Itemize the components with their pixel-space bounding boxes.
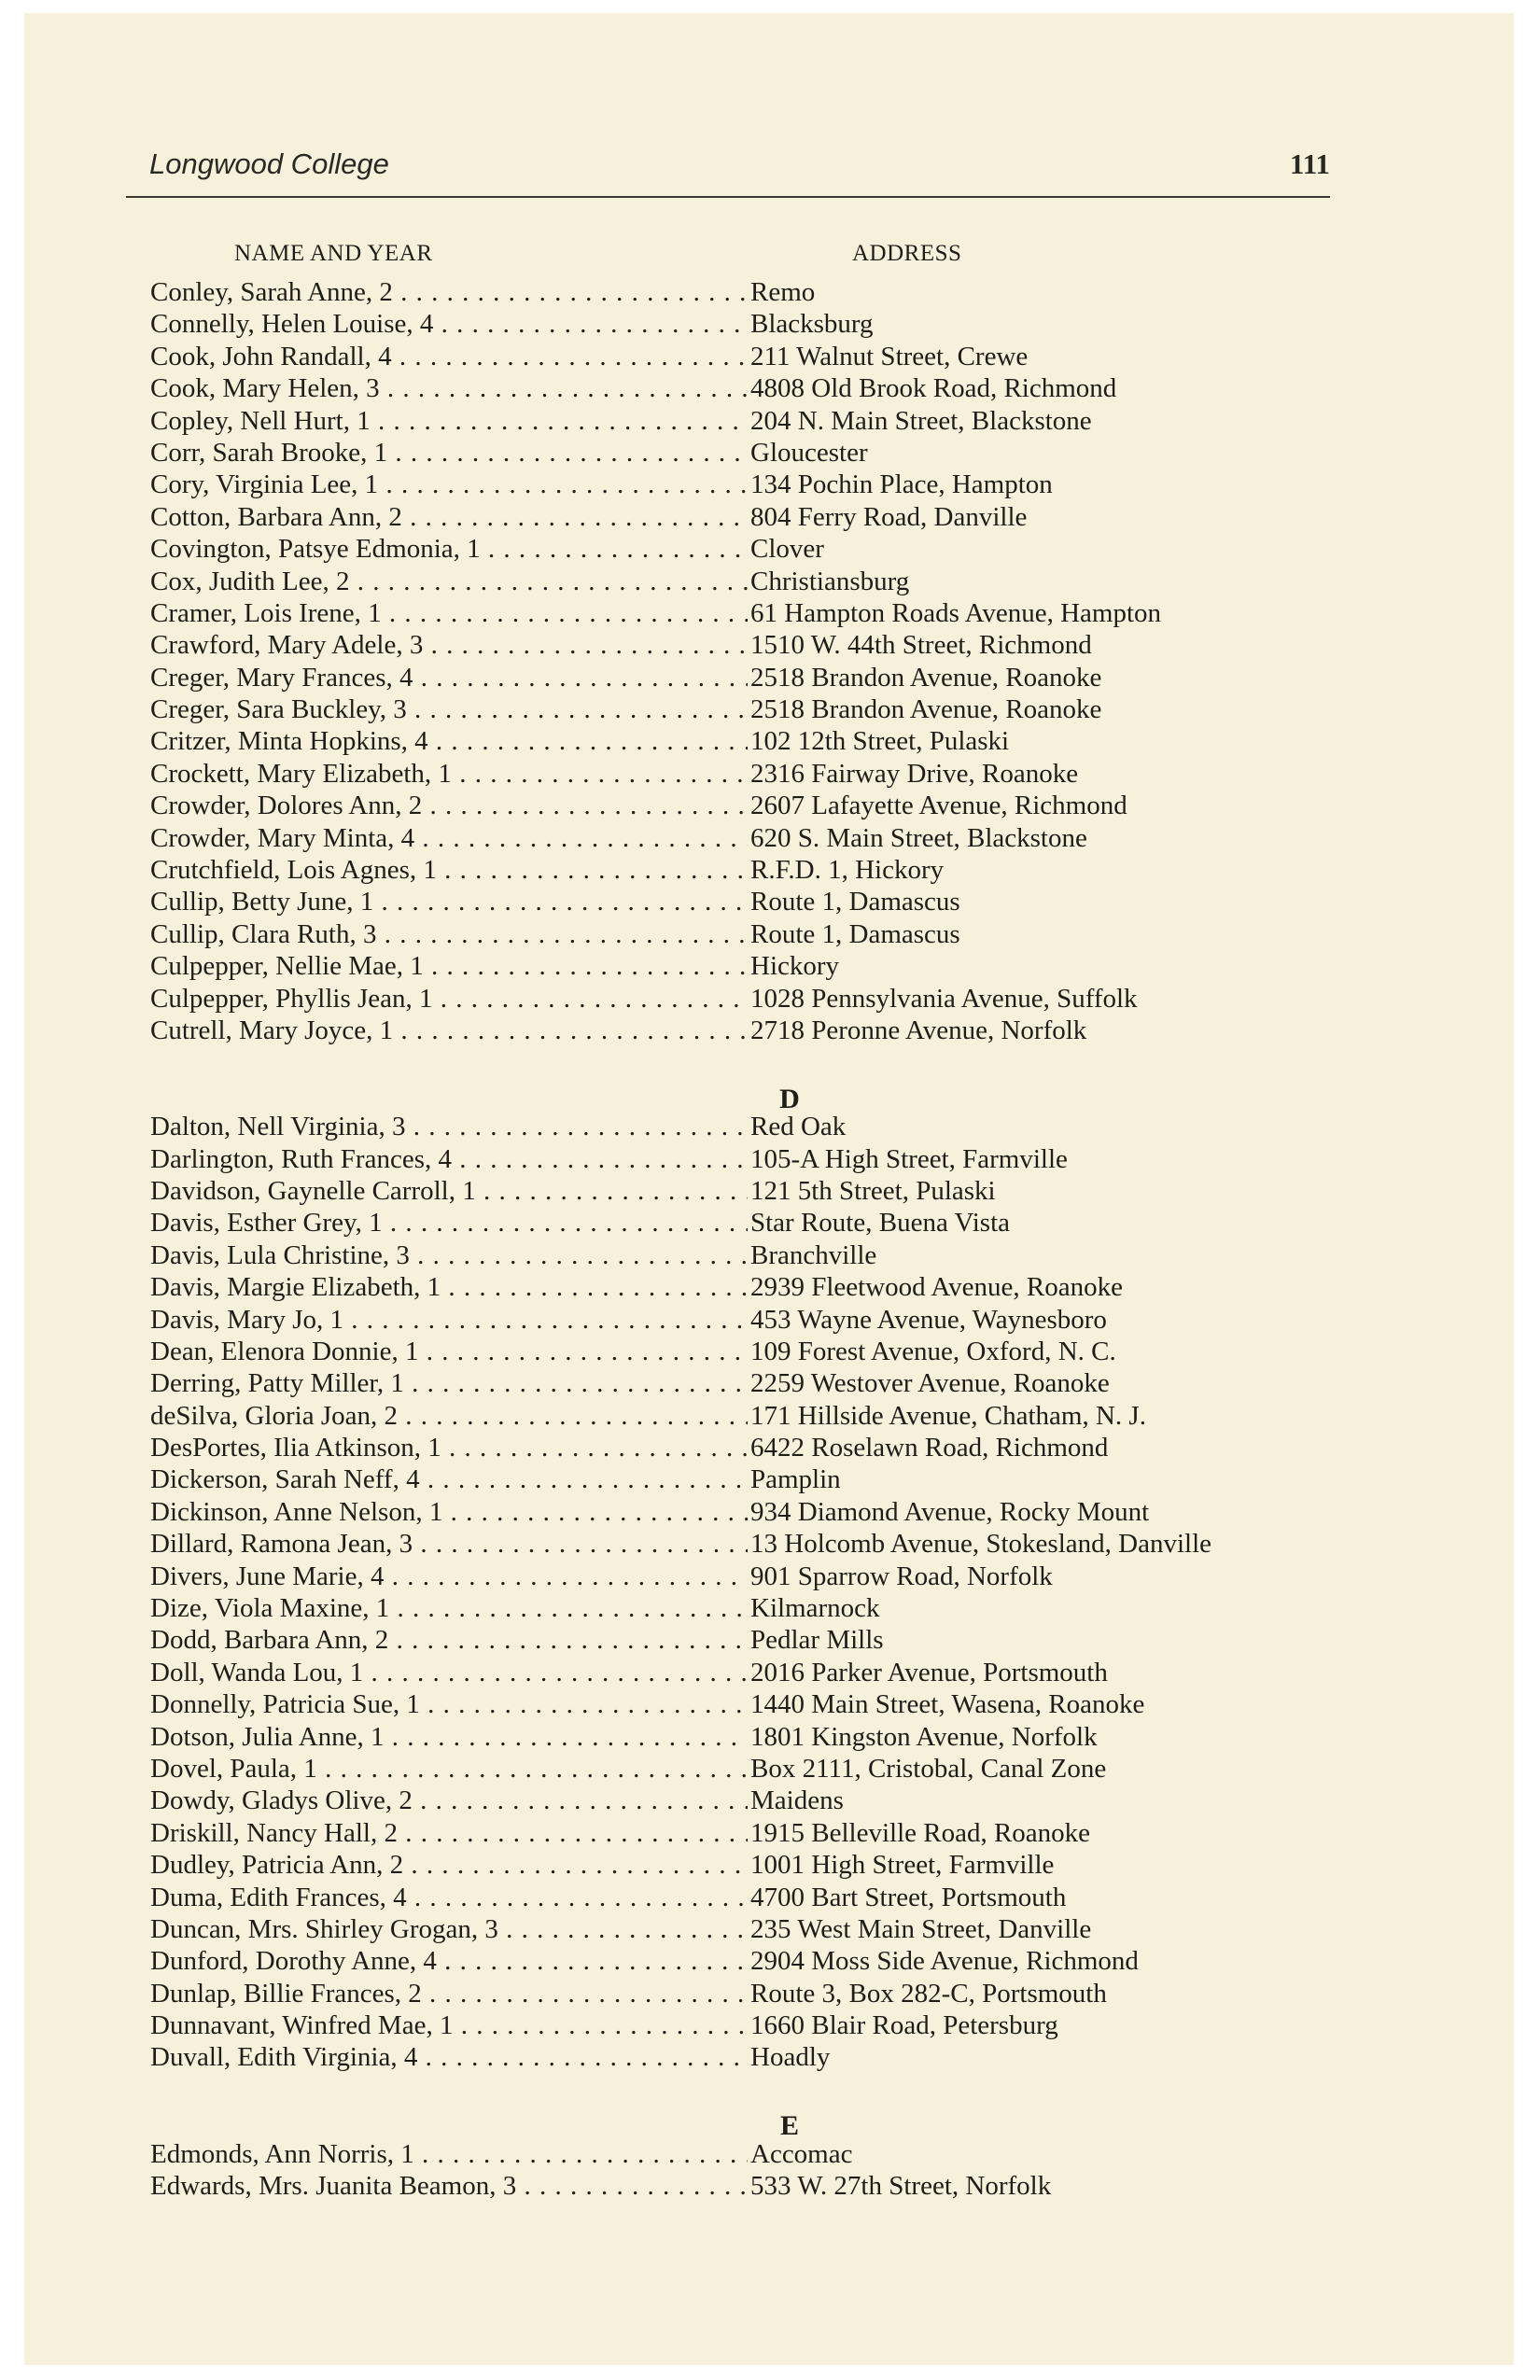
directory-entry (150, 1882, 1364, 1913)
student-name-year: Dotson, Julia Anne, 1 . . . (150, 1721, 748, 1753)
student-name-year: Dunlap, Billie Frances, 2 . . . (150, 1978, 748, 2009)
page-number: 111 (1289, 147, 1330, 180)
student-name-year: DesPortes, Ilia Atkinson, 1 . . . (150, 1432, 748, 1463)
directory-entry (150, 1592, 1364, 1624)
student-name-year: Davis, Lula Christine, 3 . . . (150, 1239, 748, 1271)
student-address: Route 3, Box 282-C, Portsmouth (750, 1978, 1107, 2009)
student-address: Gloucester (750, 437, 868, 468)
student-name-year: Culpepper, Phyllis Jean, 1 . . . (150, 983, 748, 1015)
student-address: Blacksburg (750, 309, 874, 340)
student-address: 171 Hillside Avenue, Chatham, N. J. (750, 1400, 1146, 1431)
directory-entry (150, 693, 1364, 725)
student-address: Hoadly (750, 2042, 831, 2073)
student-name-year: Edmonds, Ann Norris, 1 . . . (150, 2138, 748, 2170)
student-name-year: Doll, Wanda Lou, 1 . . . (150, 1657, 748, 1688)
directory-entry (150, 2138, 1364, 2170)
directory-entry (150, 1271, 1364, 1303)
directory-entry (150, 1753, 1364, 1785)
student-address: 2904 Moss Side Avenue, Richmond (750, 1946, 1139, 1977)
student-name-year: Crutchfield, Lois Agnes, 1 . . . (150, 854, 748, 886)
student-name-year: Cullip, Clara Ruth, 3 . . . (150, 918, 748, 950)
student-name-year: Davis, Mary Jo, 1 . . . (150, 1304, 748, 1336)
student-address: 2259 Westover Avenue, Roanoke (750, 1368, 1110, 1399)
student-name-year: Divers, June Marie, 4 . . . (150, 1561, 748, 1592)
page-header (126, 138, 1330, 198)
directory-entry (150, 1336, 1364, 1367)
student-address: Remo (750, 277, 816, 307)
student-name-year: Culpepper, Nellie Mae, 1 . . . (150, 950, 748, 982)
student-name-year: Corr, Sarah Brooke, 1 . . . (150, 437, 748, 469)
student-name-year: Covington, Patsye Edmonia, 1 . . . (150, 533, 748, 565)
directory-entry (150, 1143, 1364, 1175)
student-directory-list (150, 276, 1364, 2202)
college-title: Longwood College (149, 147, 389, 180)
directory-entry (150, 1528, 1364, 1560)
student-name-year: Creger, Sara Buckley, 3 . . . (150, 693, 748, 725)
student-name-year: Critzer, Minta Hopkins, 4 . . . (150, 725, 748, 757)
student-address: Clover (750, 534, 824, 565)
student-name-year: Dean, Elenora Donnie, 1 . . . (150, 1336, 748, 1367)
directory-entry (150, 1624, 1364, 1656)
student-address: 1440 Main Street, Wasena, Roanoke (750, 1689, 1145, 1720)
directory-entry (150, 1785, 1364, 1816)
section-letter: D (779, 1083, 800, 1114)
student-address: 2939 Fleetwood Avenue, Roanoke (750, 1272, 1123, 1303)
student-address: Christiansburg (750, 566, 910, 596)
directory-entry (150, 1175, 1364, 1207)
student-name-year: Cox, Judith Lee, 2 . . . (150, 566, 748, 597)
student-address: 2718 Peronne Avenue, Norfolk (750, 1015, 1087, 1045)
student-name-year: Crockett, Mary Elizabeth, 1 . . . (150, 758, 748, 790)
directory-entry (150, 566, 1364, 597)
student-name-year: Dillard, Ramona Jean, 3 . . . (150, 1528, 748, 1560)
student-name-year: Duvall, Edith Virginia, 4 . . . (150, 2041, 748, 2073)
directory-entry (150, 1688, 1364, 1720)
student-address: 211 Walnut Street, Crewe (750, 341, 1029, 371)
student-name-year: Dodd, Barbara Ann, 2 . . . (150, 1624, 748, 1656)
student-address: 102 12th Street, Pulaski (750, 726, 1010, 757)
directory-entry (150, 790, 1364, 821)
student-address: 2316 Fairway Drive, Roanoke (750, 758, 1079, 789)
student-address: 6422 Roselawn Road, Richmond (750, 1433, 1109, 1463)
directory-entry (150, 1304, 1364, 1336)
student-name-year: Dize, Viola Maxine, 1 . . . (150, 1592, 748, 1624)
directory-entry (150, 983, 1364, 1015)
directory-entry (150, 501, 1364, 533)
student-name-year: Donnelly, Patricia Sue, 1 . . . (150, 1688, 748, 1720)
directory-entry (150, 918, 1364, 950)
student-name-year: Crowder, Dolores Ann, 2 . . . (150, 790, 748, 821)
directory-entry (150, 533, 1364, 565)
student-name-year: Dudley, Patricia Ann, 2 . . . (150, 1849, 748, 1881)
student-address: 533 W. 27th Street, Norfolk (750, 2171, 1052, 2202)
student-address: Pedlar Mills (750, 1625, 884, 1656)
directory-entry (150, 1657, 1364, 1688)
student-name-year: Davis, Esther Grey, 1 . . . (150, 1207, 748, 1239)
student-name-year: Dickinson, Anne Nelson, 1 . . . (150, 1496, 748, 1528)
student-name-year: Dickerson, Sarah Neff, 4 . . . (150, 1463, 748, 1495)
student-address: Maidens (750, 1785, 844, 1816)
directory-entry (150, 372, 1364, 404)
directory-entry (150, 1367, 1364, 1399)
directory-entry (150, 308, 1364, 340)
student-address: 1001 High Street, Farmville (750, 1850, 1055, 1881)
student-name-year: Cory, Virginia Lee, 1 . . . (150, 469, 748, 500)
directory-entry (150, 276, 1364, 308)
directory-entry (150, 1111, 1364, 1142)
student-name-year: Cotton, Barbara Ann, 2 . . . (150, 501, 748, 533)
student-address: Route 1, Damascus (750, 887, 960, 917)
directory-entry (150, 1721, 1364, 1753)
directory-entry (150, 1207, 1364, 1239)
directory-entry (150, 2041, 1364, 2073)
directory-entry (150, 950, 1364, 982)
directory-entry (150, 1400, 1364, 1432)
student-address: Pamplin (750, 1464, 841, 1495)
student-address: Branchville (750, 1239, 877, 1270)
directory-entry (150, 822, 1364, 854)
student-name-year: Dowdy, Gladys Olive, 2 . . . (150, 1785, 748, 1816)
directory-entry (150, 597, 1364, 629)
student-address: 453 Wayne Avenue, Waynesboro (750, 1304, 1107, 1335)
student-name-year: Conley, Sarah Anne, 2 . . . (150, 276, 748, 308)
directory-entry (150, 662, 1364, 693)
student-address: 4700 Bart Street, Portsmouth (750, 1882, 1067, 1912)
student-address: 1510 W. 44th Street, Richmond (750, 630, 1092, 661)
student-address: Kilmarnock (750, 1593, 880, 1624)
student-name-year: Driskill, Nancy Hall, 2 . . . (150, 1817, 748, 1849)
student-address: 620 S. Main Street, Blackstone (750, 822, 1087, 853)
student-name-year: Crowder, Mary Minta, 4 . . . (150, 822, 748, 854)
student-address: Hickory (750, 951, 840, 982)
student-address: Red Oak (750, 1112, 847, 1142)
student-address: 804 Ferry Road, Danville (750, 501, 1028, 532)
student-name-year: Cutrell, Mary Joyce, 1 . . . (150, 1015, 748, 1046)
student-address: 61 Hampton Roads Avenue, Hampton (750, 597, 1162, 628)
student-address: 121 5th Street, Pulaski (750, 1175, 996, 1206)
directory-entry (150, 2009, 1364, 2041)
student-name-year: Darlington, Ruth Frances, 4 . . . (150, 1143, 748, 1175)
student-name-year: Dunnavant, Winfred Mae, 1 . . . (150, 2009, 748, 2041)
directory-entry (150, 1496, 1364, 1528)
section-spacer (150, 1046, 1364, 1078)
directory-entry (150, 469, 1364, 500)
student-address: 901 Sparrow Road, Norfolk (750, 1561, 1053, 1591)
directory-entry (150, 629, 1364, 661)
student-address: 105-A High Street, Farmville (750, 1143, 1068, 1174)
student-address: 109 Forest Avenue, Oxford, N. C. (750, 1336, 1116, 1366)
student-name-year: Davidson, Gaynelle Carroll, 1 . . . (150, 1175, 748, 1207)
student-name-year: Copley, Nell Hurt, 1 . . . (150, 405, 748, 437)
directory-entry (150, 405, 1364, 437)
directory-entry (150, 725, 1364, 757)
student-address: 134 Pochin Place, Hampton (750, 469, 1053, 500)
directory-entry (150, 1978, 1364, 2009)
directory-entry (150, 1913, 1364, 1945)
student-name-year: Cook, Mary Helen, 3 . . . (150, 372, 748, 404)
student-address: 1028 Pennsylvania Avenue, Suffolk (750, 983, 1138, 1014)
student-address: 2016 Parker Avenue, Portsmouth (750, 1657, 1108, 1687)
student-name-year: Cullip, Betty June, 1 . . . (150, 886, 748, 917)
directory-entry (150, 854, 1364, 886)
student-name-year: deSilva, Gloria Joan, 2 . . . (150, 1400, 748, 1432)
directory-entry (150, 2170, 1364, 2202)
student-address: 2518 Brandon Avenue, Roanoke (750, 662, 1102, 693)
student-name-year: Crawford, Mary Adele, 3 . . . (150, 629, 748, 661)
directory-entry (150, 1239, 1364, 1271)
student-name-year: Duncan, Mrs. Shirley Grogan, 3 . . . (150, 1913, 748, 1945)
directory-entry (150, 437, 1364, 469)
student-name-year: Edwards, Mrs. Juanita Beamon, 3 . . . (150, 2170, 748, 2202)
column-header-name: NAME AND YEAR (234, 241, 433, 266)
directory-entry (150, 886, 1364, 917)
student-address: 2518 Brandon Avenue, Roanoke (750, 694, 1102, 725)
student-address: 4808 Old Brook Road, Richmond (750, 373, 1117, 404)
student-name-year: Davis, Margie Elizabeth, 1 . . . (150, 1271, 748, 1303)
student-address: 1660 Blair Road, Petersburg (750, 2010, 1058, 2041)
student-address: R.F.D. 1, Hickory (750, 855, 945, 886)
directory-entry (150, 1463, 1364, 1495)
student-address: Route 1, Damascus (750, 918, 960, 949)
student-name-year: Dalton, Nell Virginia, 3 . . . (150, 1111, 748, 1142)
student-address: Star Route, Buena Vista (750, 1208, 1011, 1239)
directory-entry (150, 1945, 1364, 1977)
student-name-year: Cook, John Randall, 4 . . . (150, 341, 748, 372)
student-address: 1915 Belleville Road, Roanoke (750, 1817, 1091, 1848)
student-name-year: Dunford, Dorothy Anne, 4 . . . (150, 1945, 748, 1977)
directory-entry (150, 1015, 1364, 1046)
student-name-year: Derring, Patty Miller, 1 . . . (150, 1367, 748, 1399)
student-address: 235 West Main Street, Danville (750, 1913, 1092, 1944)
student-name-year: Dovel, Paula, 1 . . . (150, 1753, 748, 1785)
student-address: 1801 Kingston Avenue, Norfolk (750, 1721, 1098, 1752)
directory-entry (150, 758, 1364, 790)
directory-entry (150, 1817, 1364, 1849)
student-address: Accomac (750, 2138, 853, 2169)
directory-entry (150, 1561, 1364, 1592)
student-address: 204 N. Main Street, Blackstone (750, 405, 1092, 436)
directory-entry (150, 1849, 1364, 1881)
column-header-address: ADDRESS (852, 241, 962, 266)
directory-entry (150, 1432, 1364, 1463)
student-name-year: Creger, Mary Frances, 4 . . . (150, 662, 748, 693)
section-letter: E (779, 2110, 799, 2142)
student-name-year: Duma, Edith Frances, 4 . . . (150, 1882, 748, 1913)
student-name-year: Cramer, Lois Irene, 1 . . . (150, 597, 748, 629)
student-name-year: Connelly, Helen Louise, 4 . . . (150, 308, 748, 340)
directory-entry (150, 341, 1364, 372)
student-address: Box 2111, Cristobal, Canal Zone (750, 1753, 1107, 1784)
student-address: 934 Diamond Avenue, Rocky Mount (750, 1496, 1150, 1527)
student-address: 2607 Lafayette Avenue, Richmond (750, 791, 1127, 821)
section-spacer (150, 2074, 1364, 2106)
student-address: 13 Holcomb Avenue, Stokesland, Danville (750, 1529, 1211, 1560)
